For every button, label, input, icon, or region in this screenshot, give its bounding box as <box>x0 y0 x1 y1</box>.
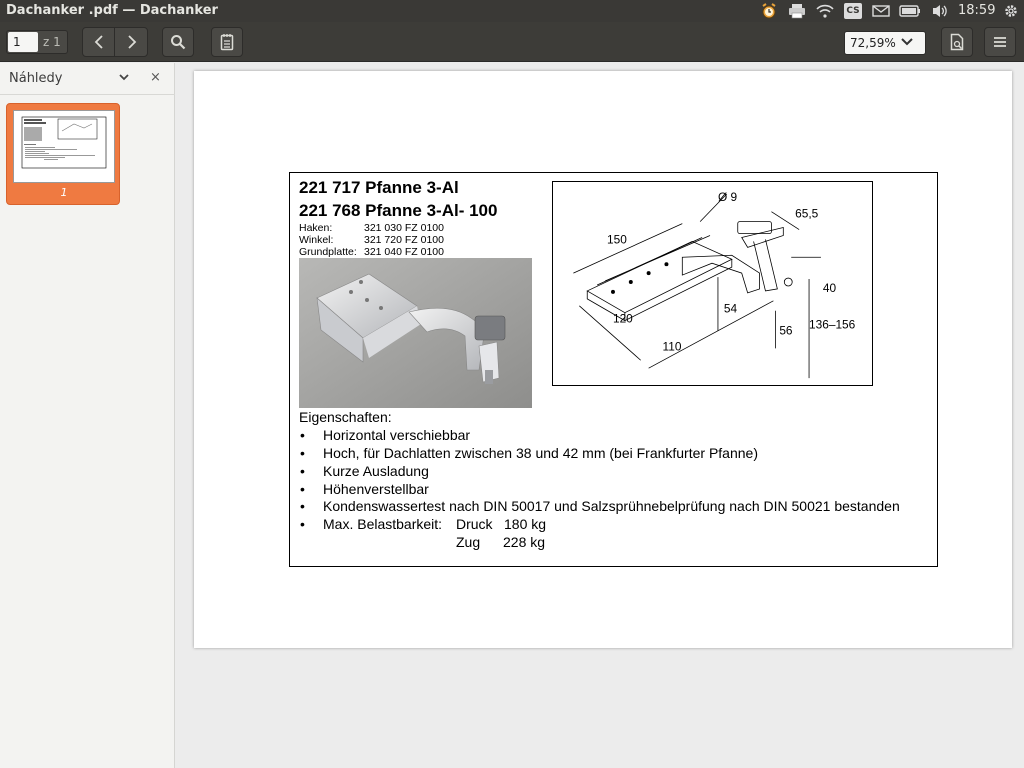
clock[interactable]: 18:59 <box>958 3 996 18</box>
dim-40: 40 <box>822 280 837 295</box>
search-icon <box>170 34 186 50</box>
chevron-left-icon <box>94 35 104 49</box>
gear-icon[interactable] <box>1000 0 1022 22</box>
next-page-button[interactable] <box>116 28 148 56</box>
pdf-page <box>194 71 1012 648</box>
alarm-clock-icon[interactable] <box>758 0 780 22</box>
menu-button[interactable] <box>984 27 1016 57</box>
bullet-symbol: • <box>300 481 305 497</box>
keyboard-layout-label: CS <box>844 3 862 19</box>
annotations-button[interactable] <box>211 27 243 57</box>
document-properties-button[interactable] <box>941 27 973 57</box>
thumbnail-image <box>14 111 114 182</box>
product-photo <box>299 258 532 408</box>
thumbnail-page-number: 1 <box>60 186 68 199</box>
sidebar-header <box>0 63 175 95</box>
dim-56: 56 <box>779 323 793 338</box>
dim-54: 54 <box>723 301 738 316</box>
sidebar <box>0 63 175 768</box>
load-druck-label: Druck <box>456 516 493 532</box>
document-properties-icon <box>950 33 964 51</box>
feature-item: Horizontal verschiebbar <box>323 427 471 443</box>
dim-diameter: Ø 9 <box>717 189 738 204</box>
bullet-symbol: • <box>300 427 305 443</box>
zoom-selector[interactable] <box>844 31 926 55</box>
page-thumbnail[interactable] <box>6 103 120 205</box>
part-value: 321 030 FZ 0100 <box>364 222 444 234</box>
zoom-value: 72,59% <box>850 36 896 50</box>
dim-150: 150 <box>607 232 627 247</box>
product-title-1: 221 717 Pfanne 3-Al <box>299 178 459 197</box>
chevron-down-icon[interactable] <box>118 73 130 83</box>
dim-110: 110 <box>662 339 682 354</box>
volume-icon[interactable] <box>928 0 952 22</box>
search-button[interactable] <box>162 27 194 57</box>
sidebar-title[interactable]: Náhledy <box>9 71 63 86</box>
part-value: 321 720 FZ 0100 <box>364 234 444 246</box>
load-zug-label: Zug <box>456 534 481 550</box>
keyboard-layout-icon[interactable] <box>842 0 864 22</box>
toolbar <box>0 22 1024 62</box>
annotations-icon <box>220 33 234 51</box>
load-label: Max. Belastbarkeit: <box>323 516 443 532</box>
bullet-symbol: • <box>300 516 305 532</box>
page-selector <box>6 30 68 54</box>
features-heading: Eigenschaften: <box>299 409 392 425</box>
part-label: Grundplatte: <box>299 246 357 258</box>
part-value: 321 040 FZ 0100 <box>364 246 444 258</box>
page-nav-group <box>82 27 148 57</box>
part-label: Haken: <box>299 222 333 234</box>
battery-icon[interactable] <box>898 0 922 22</box>
page-total-label: z 1 <box>43 35 61 49</box>
load-zug-value: 228 kg <box>503 534 546 550</box>
bullet-symbol: • <box>300 463 305 479</box>
feature-item: Kondenswassertest nach DIN 50017 und Salzsprühnebelprüfung nach DIN 50021 bestanden <box>323 498 900 514</box>
chevron-down-icon <box>901 36 913 48</box>
printer-icon[interactable] <box>786 0 808 22</box>
chevron-right-icon <box>127 35 137 49</box>
bullet-symbol: • <box>300 445 305 461</box>
thumbnail-preview <box>13 110 115 183</box>
page-number-input[interactable] <box>8 32 38 52</box>
top-panel <box>0 0 1024 22</box>
close-sidebar-button[interactable]: × <box>150 70 161 85</box>
dim-120: 120 <box>612 311 633 326</box>
window-title: Dachanker .pdf — Dachanker <box>6 3 218 18</box>
feature-item: Hoch, für Dachlatten zwischen 38 und 42 mm (bei Frankfurter Pfanne) <box>323 445 758 461</box>
feature-item: Kurze Ausladung <box>323 463 429 479</box>
menu-icon <box>993 36 1007 48</box>
part-label: Winkel: <box>299 234 334 246</box>
feature-item: Höhenverstellbar <box>323 481 429 497</box>
dim-65-5: 65,5 <box>795 206 819 221</box>
document-view[interactable] <box>176 63 1024 768</box>
technical-drawing <box>552 181 873 386</box>
wifi-icon[interactable] <box>814 0 836 22</box>
product-title-2: 221 768 Pfanne 3-Al- 100 <box>299 201 498 220</box>
dim-136-156: 136–156 <box>809 317 856 332</box>
product-sheet <box>289 172 938 567</box>
load-druck-value: 180 kg <box>504 516 547 532</box>
mail-icon[interactable] <box>870 0 892 22</box>
bullet-symbol: • <box>300 498 305 514</box>
previous-page-button[interactable] <box>83 28 115 56</box>
